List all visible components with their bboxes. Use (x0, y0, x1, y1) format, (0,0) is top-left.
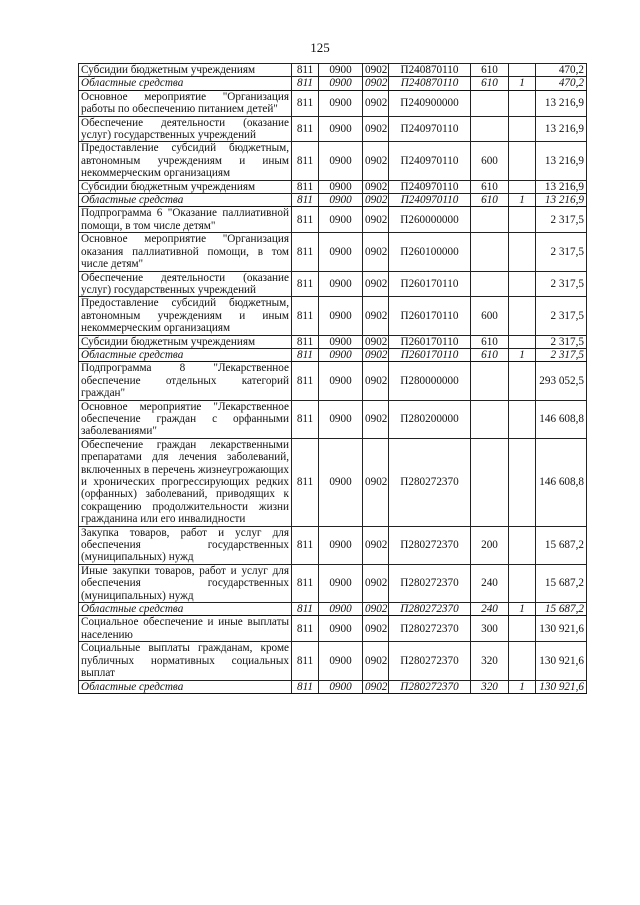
target-article: П280000000 (389, 362, 471, 400)
ministry-code: 811 (292, 335, 319, 348)
amount: 13 216,9 (536, 180, 587, 193)
amount: 15 687,2 (536, 564, 587, 602)
expense-type (471, 116, 509, 142)
row-name: Иные закупки товаров, работ и услуг для обеспечения государственных (муниципальных) нужд (79, 564, 292, 602)
subsection-code: 0902 (363, 142, 389, 180)
amount: 13 216,9 (536, 90, 587, 116)
subsection-code: 0902 (363, 564, 389, 602)
funding-source: 1 (509, 194, 536, 207)
subsection-code: 0902 (363, 207, 389, 233)
section-code: 0900 (319, 603, 363, 616)
funding-source (509, 142, 536, 180)
funding-source (509, 362, 536, 400)
amount: 130 921,6 (536, 642, 587, 680)
subsection-code: 0902 (363, 90, 389, 116)
amount: 2 317,5 (536, 348, 587, 361)
funding-source: 1 (509, 77, 536, 90)
row-name: Областные средства (79, 603, 292, 616)
subsection-code: 0902 (363, 642, 389, 680)
amount: 13 216,9 (536, 116, 587, 142)
subsection-code: 0902 (363, 603, 389, 616)
funding-source (509, 207, 536, 233)
ministry-code: 811 (292, 233, 319, 271)
amount: 470,2 (536, 77, 587, 90)
ministry-code: 811 (292, 64, 319, 77)
table-row (79, 64, 587, 77)
amount: 2 317,5 (536, 207, 587, 233)
ministry-code: 811 (292, 603, 319, 616)
section-code: 0900 (319, 233, 363, 271)
ministry-code: 811 (292, 142, 319, 180)
subsection-code: 0902 (363, 271, 389, 297)
expense-type (471, 438, 509, 526)
row-name: Основное мероприятие "Лекарственное обеспечение граждан с орфанными заболеваниями" (79, 400, 292, 438)
target-article: П260170110 (389, 348, 471, 361)
table-row (79, 335, 587, 348)
table-row (79, 526, 587, 564)
expense-type: 610 (471, 64, 509, 77)
expense-type: 610 (471, 180, 509, 193)
subsection-code: 0902 (363, 362, 389, 400)
subsection-code: 0902 (363, 680, 389, 693)
page-number: 125 (310, 40, 330, 55)
subsection-code: 0902 (363, 616, 389, 642)
expense-type: 610 (471, 335, 509, 348)
section-code: 0900 (319, 680, 363, 693)
ministry-code: 811 (292, 77, 319, 90)
table-row (79, 207, 587, 233)
row-name: Предоставление субсидий бюджетным, автономным учреждениям и иным некоммерческим организациям (79, 142, 292, 180)
row-name: Субсидии бюджетным учреждениям (79, 335, 292, 348)
target-article: П240870110 (389, 77, 471, 90)
target-article: П280272370 (389, 564, 471, 602)
expense-type: 320 (471, 680, 509, 693)
section-code: 0900 (319, 271, 363, 297)
row-name: Социальные выплаты гражданам, кроме публичных нормативных социальных выплат (79, 642, 292, 680)
row-name: Субсидии бюджетным учреждениям (79, 180, 292, 193)
funding-source: 1 (509, 348, 536, 361)
expense-type: 600 (471, 142, 509, 180)
table-row (79, 603, 587, 616)
row-name: Социальное обеспечение и иные выплаты населению (79, 616, 292, 642)
table-row (79, 90, 587, 116)
section-code: 0900 (319, 77, 363, 90)
funding-source (509, 335, 536, 348)
table-row (79, 616, 587, 642)
expense-type: 600 (471, 297, 509, 335)
expense-type (471, 271, 509, 297)
expense-type (471, 90, 509, 116)
table-row (79, 362, 587, 400)
target-article: П240970110 (389, 194, 471, 207)
expense-type: 240 (471, 603, 509, 616)
section-code: 0900 (319, 335, 363, 348)
expense-type (471, 400, 509, 438)
budget-table (78, 63, 587, 694)
table-row (79, 348, 587, 361)
ministry-code: 811 (292, 400, 319, 438)
funding-source (509, 271, 536, 297)
ministry-code: 811 (292, 348, 319, 361)
amount: 146 608,8 (536, 400, 587, 438)
target-article: П240970110 (389, 116, 471, 142)
expense-type: 320 (471, 642, 509, 680)
expense-type: 610 (471, 77, 509, 90)
subsection-code: 0902 (363, 438, 389, 526)
table-row (79, 180, 587, 193)
section-code: 0900 (319, 180, 363, 193)
ministry-code: 811 (292, 271, 319, 297)
table-row (79, 233, 587, 271)
subsection-code: 0902 (363, 348, 389, 361)
table-row (79, 142, 587, 180)
funding-source (509, 180, 536, 193)
expense-type: 610 (471, 348, 509, 361)
amount: 13 216,9 (536, 142, 587, 180)
target-article: П280272370 (389, 616, 471, 642)
funding-source: 1 (509, 603, 536, 616)
amount: 146 608,8 (536, 438, 587, 526)
ministry-code: 811 (292, 90, 319, 116)
amount: 2 317,5 (536, 271, 587, 297)
section-code: 0900 (319, 400, 363, 438)
target-article: П240970110 (389, 180, 471, 193)
ministry-code: 811 (292, 642, 319, 680)
row-name: Подпрограмма 8 "Лекарственное обеспечение отдельных категорий граждан" (79, 362, 292, 400)
ministry-code: 811 (292, 680, 319, 693)
funding-source (509, 616, 536, 642)
ministry-code: 811 (292, 180, 319, 193)
section-code: 0900 (319, 438, 363, 526)
row-name: Областные средства (79, 77, 292, 90)
row-name: Подпрограмма 6 "Оказание паллиативной помощи, в том числе детям" (79, 207, 292, 233)
table-row (79, 400, 587, 438)
budget-table-body (79, 64, 587, 694)
funding-source: 1 (509, 680, 536, 693)
table-row (79, 271, 587, 297)
subsection-code: 0902 (363, 194, 389, 207)
ministry-code: 811 (292, 564, 319, 602)
table-row (79, 438, 587, 526)
ministry-code: 811 (292, 526, 319, 564)
subsection-code: 0902 (363, 233, 389, 271)
section-code: 0900 (319, 642, 363, 680)
section-code: 0900 (319, 564, 363, 602)
expense-type: 240 (471, 564, 509, 602)
section-code: 0900 (319, 348, 363, 361)
subsection-code: 0902 (363, 297, 389, 335)
subsection-code: 0902 (363, 116, 389, 142)
amount: 130 921,6 (536, 616, 587, 642)
subsection-code: 0902 (363, 526, 389, 564)
subsection-code: 0902 (363, 64, 389, 77)
row-name: Областные средства (79, 194, 292, 207)
amount: 2 317,5 (536, 233, 587, 271)
funding-source (509, 438, 536, 526)
row-name: Субсидии бюджетным учреждениям (79, 64, 292, 77)
section-code: 0900 (319, 90, 363, 116)
row-name: Предоставление субсидий бюджетным, автономным учреждениям и иным некоммерческим организациям (79, 297, 292, 335)
target-article: П260170110 (389, 271, 471, 297)
section-code: 0900 (319, 526, 363, 564)
table-row (79, 116, 587, 142)
expense-type: 610 (471, 194, 509, 207)
amount: 470,2 (536, 64, 587, 77)
table-row (79, 642, 587, 680)
expense-type (471, 362, 509, 400)
amount: 2 317,5 (536, 297, 587, 335)
target-article: П280272370 (389, 680, 471, 693)
table-row (79, 77, 587, 90)
ministry-code: 811 (292, 438, 319, 526)
row-name: Обеспечение деятельности (оказание услуг) государственных учреждений (79, 271, 292, 297)
ministry-code: 811 (292, 616, 319, 642)
amount: 13 216,9 (536, 194, 587, 207)
funding-source (509, 233, 536, 271)
target-article: П280272370 (389, 526, 471, 564)
target-article: П280272370 (389, 642, 471, 680)
target-article: П260100000 (389, 233, 471, 271)
row-name: Основное мероприятие "Организация оказания паллиативной помощи, в том числе детям" (79, 233, 292, 271)
ministry-code: 811 (292, 297, 319, 335)
ministry-code: 811 (292, 194, 319, 207)
section-code: 0900 (319, 616, 363, 642)
section-code: 0900 (319, 207, 363, 233)
table-row (79, 297, 587, 335)
funding-source (509, 526, 536, 564)
amount: 130 921,6 (536, 680, 587, 693)
table-row (79, 194, 587, 207)
funding-source (509, 564, 536, 602)
ministry-code: 811 (292, 207, 319, 233)
table-row (79, 680, 587, 693)
subsection-code: 0902 (363, 335, 389, 348)
target-article: П280272370 (389, 603, 471, 616)
row-name: Закупка товаров, работ и услуг для обеспечения государственных (муниципальных) нужд (79, 526, 292, 564)
section-code: 0900 (319, 194, 363, 207)
expense-type (471, 233, 509, 271)
ministry-code: 811 (292, 362, 319, 400)
row-name: Обеспечение граждан лекарственными препаратами для лечения заболеваний, включенных в перечень жизнеугрожающих и хронических прогрессирующих редких (орфанных) заболеваний, приводящих к сокращению продолжительности жизни гражданина или его инвалидности (79, 438, 292, 526)
target-article: П260000000 (389, 207, 471, 233)
section-code: 0900 (319, 297, 363, 335)
subsection-code: 0902 (363, 180, 389, 193)
target-article: П240970110 (389, 142, 471, 180)
funding-source (509, 642, 536, 680)
amount: 2 317,5 (536, 335, 587, 348)
section-code: 0900 (319, 142, 363, 180)
funding-source (509, 90, 536, 116)
row-name: Обеспечение деятельности (оказание услуг) государственных учреждений (79, 116, 292, 142)
table-row (79, 564, 587, 602)
amount: 15 687,2 (536, 526, 587, 564)
section-code: 0900 (319, 64, 363, 77)
row-name: Областные средства (79, 348, 292, 361)
funding-source (509, 116, 536, 142)
amount: 15 687,2 (536, 603, 587, 616)
section-code: 0900 (319, 116, 363, 142)
target-article: П240900000 (389, 90, 471, 116)
expense-type: 300 (471, 616, 509, 642)
target-article: П260170110 (389, 335, 471, 348)
target-article: П240870110 (389, 64, 471, 77)
target-article: П260170110 (389, 297, 471, 335)
target-article: П280272370 (389, 438, 471, 526)
section-code: 0900 (319, 362, 363, 400)
row-name: Областные средства (79, 680, 292, 693)
funding-source (509, 297, 536, 335)
ministry-code: 811 (292, 116, 319, 142)
subsection-code: 0902 (363, 400, 389, 438)
target-article: П280200000 (389, 400, 471, 438)
expense-type (471, 207, 509, 233)
expense-type: 200 (471, 526, 509, 564)
funding-source (509, 64, 536, 77)
amount: 293 052,5 (536, 362, 587, 400)
row-name: Основное мероприятие "Организация работы по обеспечению питанием детей" (79, 90, 292, 116)
funding-source (509, 400, 536, 438)
subsection-code: 0902 (363, 77, 389, 90)
